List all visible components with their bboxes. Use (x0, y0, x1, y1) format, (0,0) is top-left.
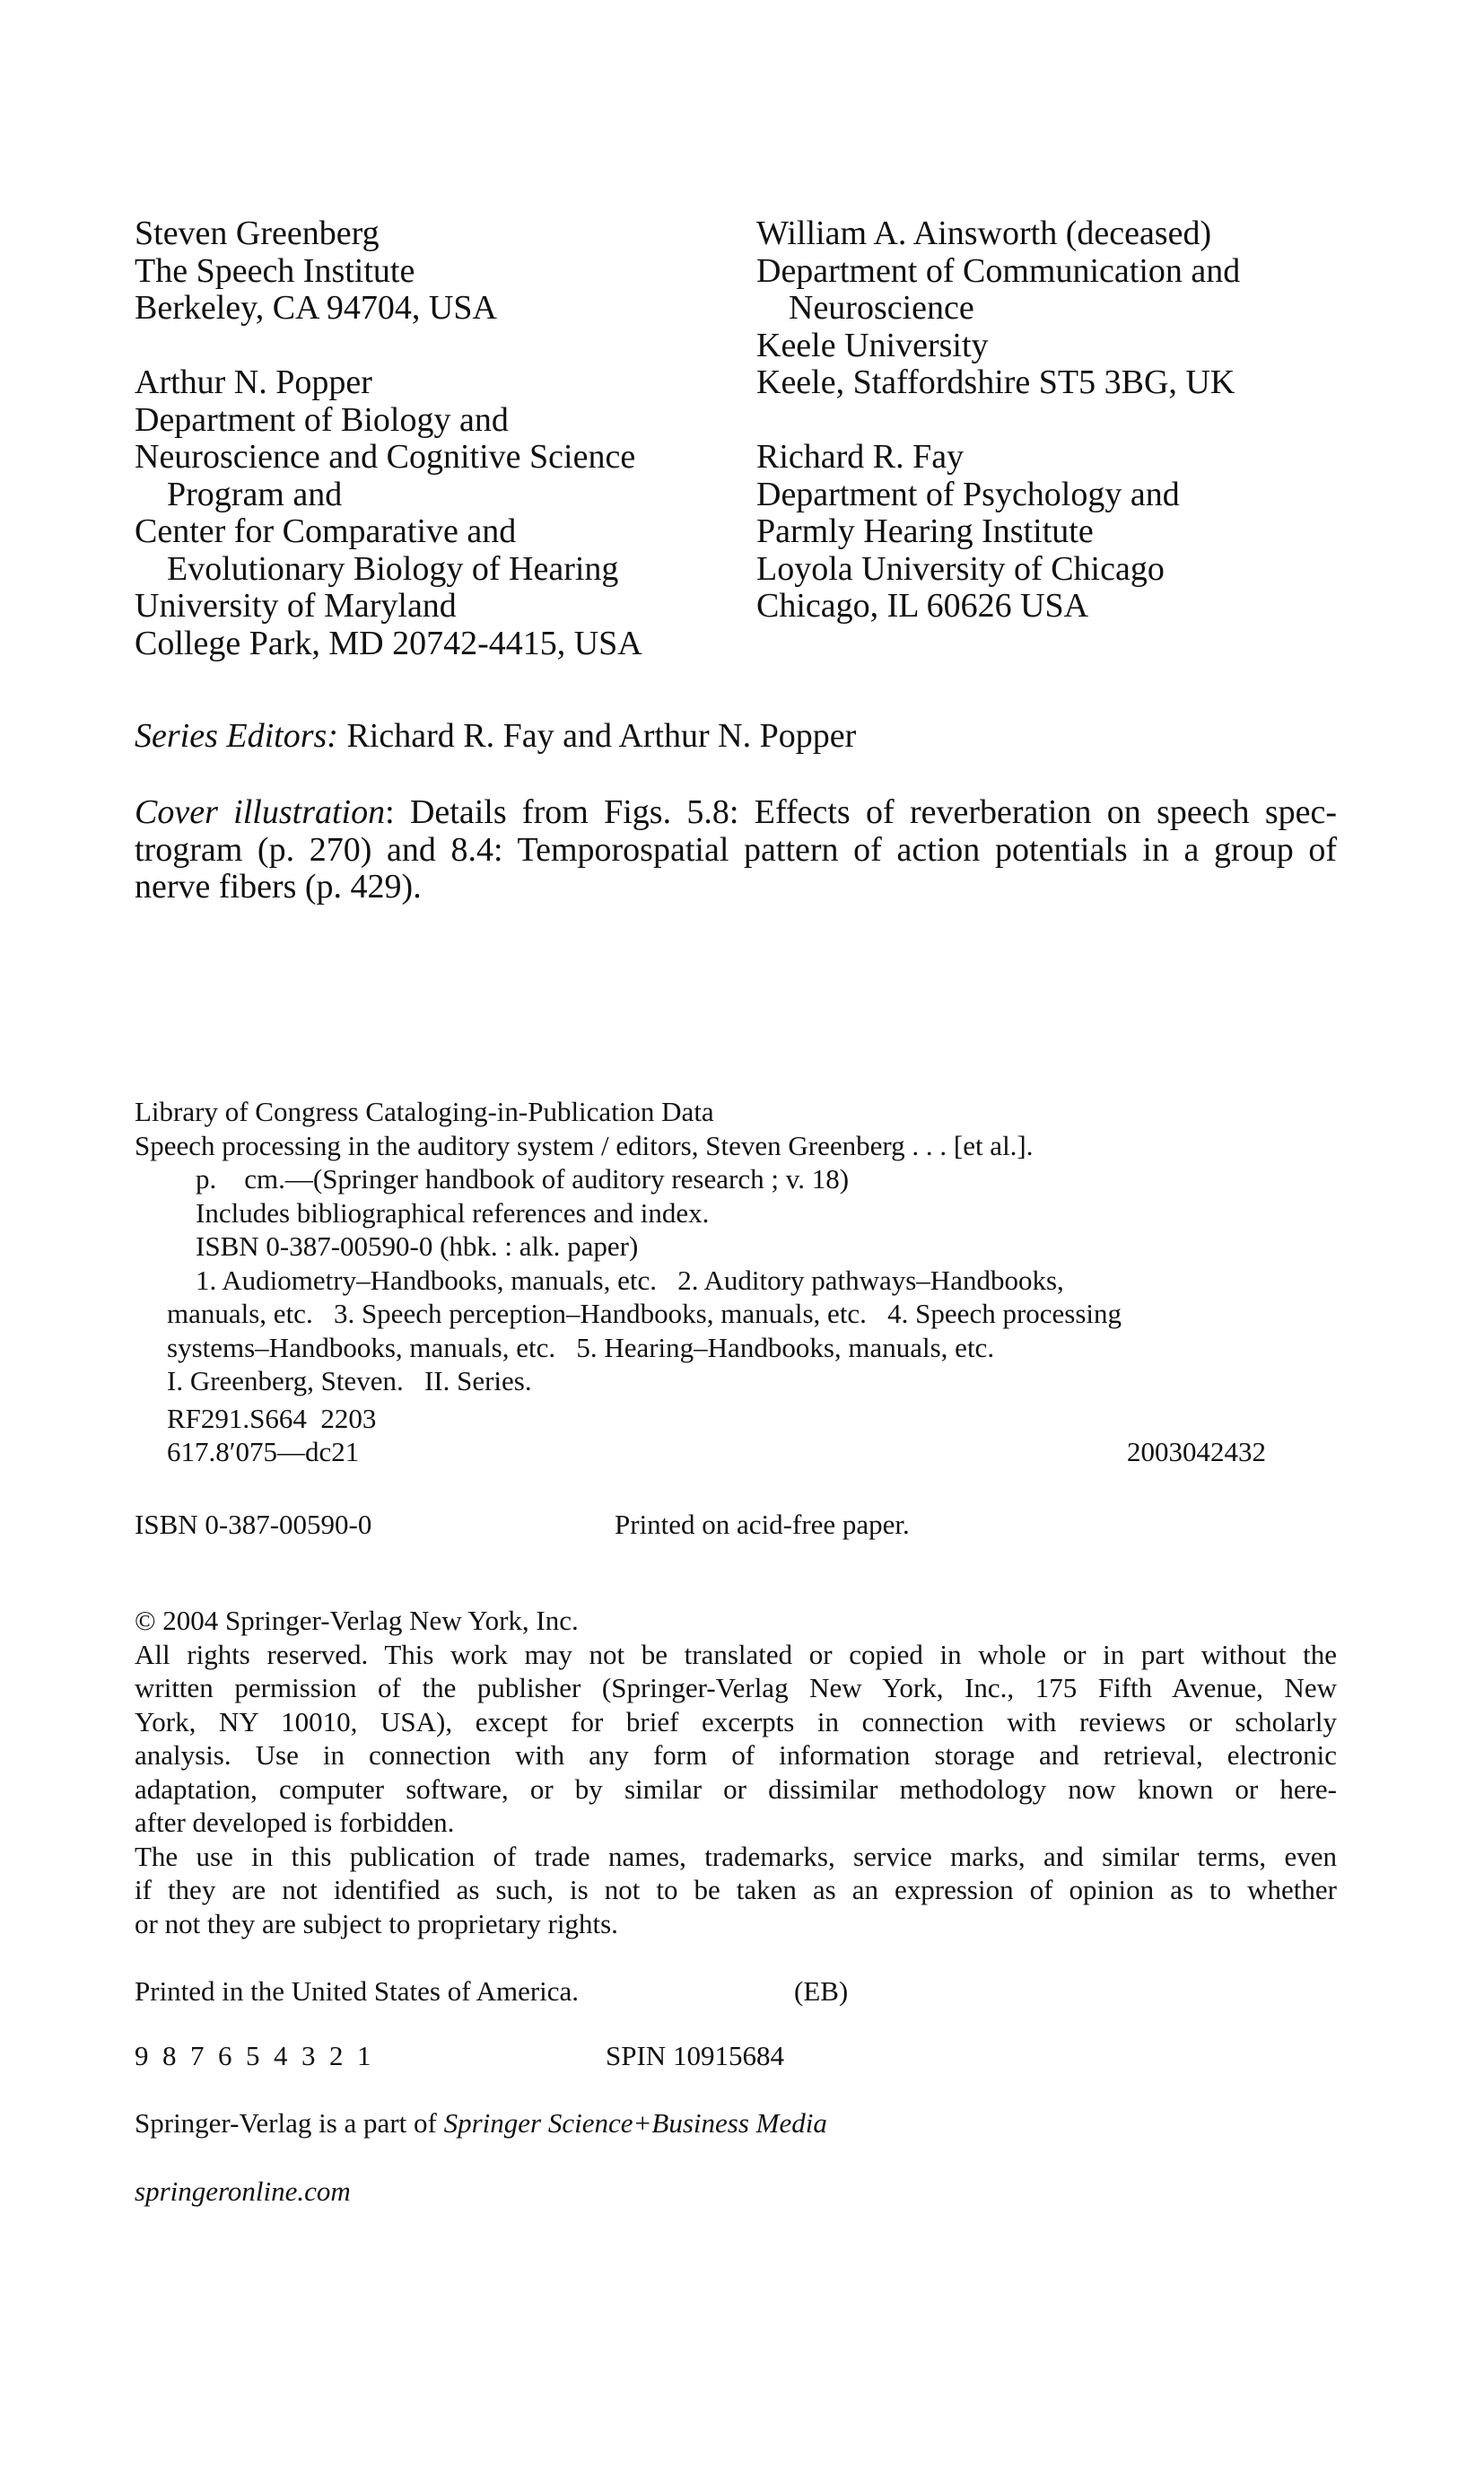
rights-line: written permission of the publisher (Springer-Verlag New York, Inc., 175 Fifth Avenue, New (135, 1672, 1337, 1703)
rights-line: York, NY 10010, USA), except for brief excerpts in connection with reviews or scholarly (135, 1705, 1337, 1737)
printed-in-line (135, 1974, 1301, 2010)
rights-paragraph (135, 1638, 1337, 1840)
rights-line: or not they are subject to proprietary rights. (135, 1907, 618, 1939)
cip-isbn: ISBN 0-387-00590-0 (hbk. : alk. paper) (196, 1230, 639, 1262)
isbn-line (135, 1508, 1301, 1544)
editor-column-left (135, 215, 763, 662)
printed-in: Printed in the United States of America. (135, 1975, 580, 2007)
website-link[interactable]: springeronline.com (135, 2175, 351, 2207)
rights-line: adaptation, computer software, or by similar or dissimilar methodology now known or here- (135, 1772, 1337, 1805)
series-editors (135, 718, 1337, 756)
rights-line: after developed is forbidden. (135, 1807, 455, 1838)
rights-line: All rights reserved. This work may not be translated or copied in whole or in part without the (135, 1638, 1337, 1670)
trademark-paragraph (135, 1840, 1337, 1941)
rights-block (135, 1604, 1337, 1940)
editor-name: William A. Ainsworth (deceased) (756, 214, 1212, 252)
isbn: ISBN 0-387-00590-0 (135, 1509, 372, 1540)
cip-subjects: 1. Audiometry–Handbooks, manuals, etc. 2. Auditory pathways–Handbooks, (196, 1264, 1064, 1296)
cip-lccn: 2003042432 (1127, 1436, 1266, 1467)
editor-affiliation: Parmly Hearing Institute (756, 512, 1094, 550)
editor-name: Arthur N. Popper (135, 363, 372, 401)
editor-affiliation: College Park, MD 20742-4415, USA (135, 624, 642, 662)
cover-label: Cover illustration (135, 793, 386, 831)
cip-subjects: manuals, etc. 3. Speech perception–Handbooks, manuals, etc. 4. Speech processing (167, 1298, 1122, 1329)
editor-affiliation: Center for Comparative and (135, 512, 517, 550)
website (135, 2175, 1301, 2209)
cip-added-entries: I. Greenberg, Steven. II. Series. (167, 1365, 532, 1396)
publisher-note (135, 2106, 1301, 2140)
rights-line: if they are not identified as such, is not to be taken as an expression of opinion as to whether (135, 1874, 1337, 1905)
print-run-line (135, 2039, 1301, 2075)
editor-affiliation: Neuroscience and Cognitive Science (135, 438, 636, 476)
editor-affiliation: Department of Communication and (756, 251, 1241, 290)
cip-title: Speech processing in the auditory system / editors, Steven Greenberg . . . [et al.]. (135, 1129, 1034, 1161)
cip-lc-class: RF291.S664 2203 (167, 1402, 377, 1434)
acid-free-note: Printed on acid-free paper. (615, 1509, 910, 1540)
editor-affiliation: The Speech Institute (135, 251, 415, 290)
cover-illustration-note (135, 794, 1337, 906)
rights-line: The use in this publication of trade names, trademarks, service marks, and similar terms, even (135, 1840, 1337, 1872)
cip-dewey: 617.8′075—dc21 (167, 1436, 360, 1467)
editor-block (135, 215, 763, 328)
editor-affiliation: Keele University (756, 326, 989, 364)
cip-header: Library of Congress Cataloging-in-Publication Data (135, 1096, 714, 1127)
editor-name: Steven Greenberg (135, 214, 380, 252)
editor-affiliation: Department of Psychology and (756, 475, 1180, 513)
series-label: Series Editors: (135, 717, 338, 755)
publisher-brand: Springer Science+Business Media (443, 2107, 827, 2139)
cip-includes: Includes bibliographical references and index. (196, 1196, 710, 1229)
publisher-text: Springer-Verlag is a part of (135, 2107, 444, 2139)
cip-subjects: systems–Handbooks, manuals, etc. 5. Hearing–Handbooks, manuals, etc. (167, 1331, 995, 1363)
cover-text: nerve fibers (p. 429). (135, 868, 422, 906)
editor-affiliation: University of Maryland (135, 587, 457, 625)
editor-block (756, 215, 1384, 402)
editor-affiliation: Neuroscience (789, 289, 974, 327)
editor-affiliation: Chicago, IL 60626 USA (756, 587, 1089, 625)
series-names: Richard R. Fay and Arthur N. Popper (337, 717, 857, 755)
cip-block (135, 1095, 1301, 1469)
editor-affiliation: Keele, Staffordshire ST5 3BG, UK (756, 363, 1235, 401)
cover-text: : Details from Figs. 5.8: Effects of reverberation on speech spec- (385, 793, 1337, 831)
editor-affiliation: Department of Biology and (135, 400, 509, 439)
rights-line: analysis. Use in connection with any form of information storage and retrieval, electronic (135, 1739, 1337, 1771)
editor-name: Richard R. Fay (756, 438, 965, 476)
cip-series: p. cm.—(Springer handbook of auditory research ; v. 18) (196, 1163, 850, 1195)
editor-column-right (756, 215, 1384, 626)
editor-block (135, 364, 763, 662)
editor-affiliation: Loyola University of Chicago (756, 549, 1165, 588)
editor-affiliation: Berkeley, CA 94704, USA (135, 289, 497, 327)
printer-code: (EB) (794, 1975, 849, 2007)
spin-number: SPIN 10915684 (606, 2040, 784, 2071)
print-run-numbers: 9 8 7 6 5 4 3 2 1 (135, 2040, 371, 2071)
editor-block (756, 439, 1384, 626)
editor-affiliation: Evolutionary Biology of Hearing (167, 549, 619, 588)
copyright-notice: © 2004 Springer-Verlag New York, Inc. (135, 1605, 579, 1636)
cover-text: trogram (p. 270) and 8.4: Temporospatial pattern of action potentials in a group of (135, 830, 1337, 869)
editor-affiliation: Program and (167, 475, 343, 513)
